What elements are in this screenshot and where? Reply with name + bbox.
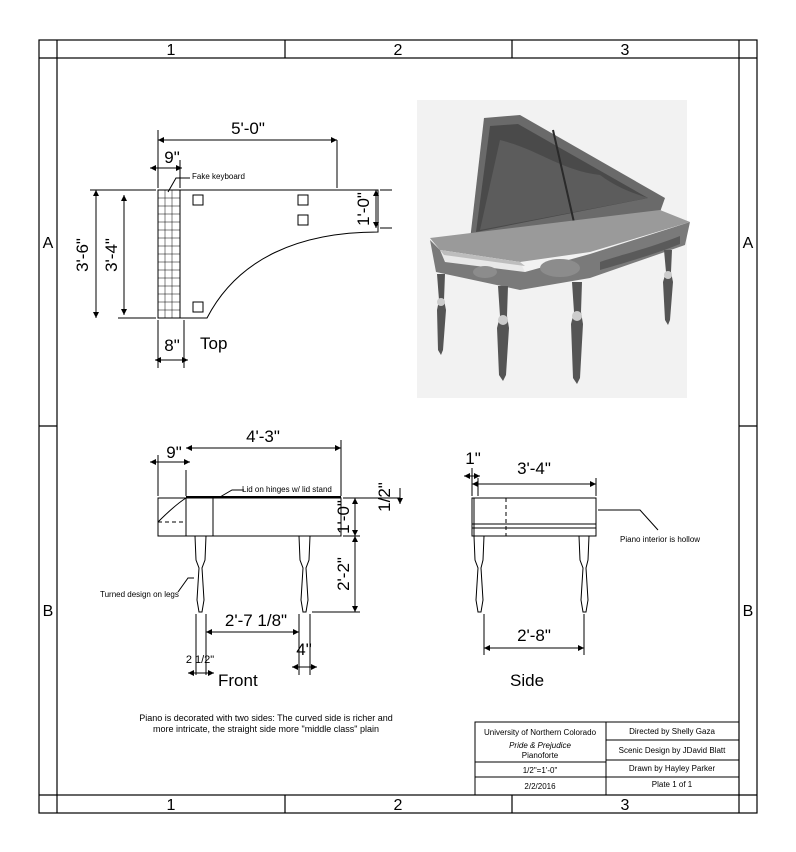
- front-view-labels: [100, 427, 394, 690]
- dim-front-overhang: 9": [166, 443, 182, 462]
- leader-line: [220, 490, 244, 497]
- grid-row-b-left: B: [42, 603, 54, 620]
- tb-scenic-design: Scenic Design by JDavid Blatt: [618, 746, 726, 755]
- grid-col-1-bottom: 1: [166, 797, 176, 814]
- dim-leg-spacing: 2'-7 1/8": [224, 611, 288, 630]
- leader-line: [178, 578, 194, 592]
- piano-reference-photo: [417, 100, 690, 398]
- side-view: [464, 468, 658, 655]
- general-note: [139, 713, 392, 734]
- dim-side-inset: 1": [465, 449, 481, 468]
- dim-side-depth: 3'-4": [517, 459, 551, 478]
- tb-item: Pianoforte: [521, 751, 559, 760]
- front-view: [150, 440, 400, 675]
- grid-col-1-top: 1: [166, 42, 176, 59]
- top-view-labels: [73, 119, 373, 355]
- dim-inner-width: 3'-4": [102, 238, 121, 272]
- tb-date: 2/2/2016: [524, 782, 556, 791]
- tb-scale: 1/2"=1'-0": [522, 766, 558, 775]
- dim-lid-thickness: 1/2": [375, 482, 394, 512]
- grid-row-a-left: A: [42, 235, 54, 252]
- keyboard-keys: [158, 190, 180, 318]
- top-view: [90, 130, 392, 368]
- dim-leg-width: 4": [296, 640, 312, 659]
- leg-mark: [193, 302, 203, 312]
- front-leg: [195, 536, 206, 612]
- note-turned-legs: Turned design on legs: [100, 590, 179, 599]
- dim-leg-height: 2'-2": [334, 557, 353, 591]
- leg-mark: [298, 195, 308, 205]
- note-lid-hinges: Lid on hinges w/ lid stand: [242, 485, 332, 494]
- dim-side-leg-spacing: 2'-8": [517, 626, 551, 645]
- dim-keyboard-width: 8": [164, 336, 180, 355]
- side-leg: [579, 536, 589, 612]
- leg-mark: [298, 215, 308, 225]
- tb-director: Directed by Shelly Gaza: [629, 727, 715, 736]
- dim-overall-length: 5'-0": [231, 119, 265, 138]
- top-view-outline: [158, 190, 378, 318]
- dim-leg-foot: 2 1/2": [185, 654, 215, 666]
- general-note-line-2: more intricate, the straight side more "middle class" plain: [153, 724, 379, 734]
- front-view-body: [158, 498, 341, 536]
- title-block-text: [484, 727, 726, 791]
- dim-width: 3'-6": [73, 238, 92, 272]
- leader-line: [598, 510, 658, 530]
- grid-row-b-right: B: [742, 603, 754, 620]
- grid-col-2-top: 2: [393, 42, 403, 59]
- grid-row-a-right: A: [742, 235, 754, 252]
- grid-col-3-bottom: 3: [620, 797, 630, 814]
- dim-body-height: 1'-0": [334, 500, 353, 534]
- dim-straight-side: 1'-0": [354, 192, 373, 226]
- dim-keyboard-depth: 9": [164, 148, 180, 167]
- note-fake-keyboard: Fake keyboard: [192, 172, 245, 181]
- tb-plate: Plate 1 of 1: [651, 780, 693, 789]
- side-leg: [474, 536, 484, 612]
- front-view-label: Front: [218, 671, 258, 690]
- note-hollow-interior: Piano interior is hollow: [620, 535, 701, 544]
- tb-institution: University of Northern Colorado: [483, 728, 597, 737]
- general-note-line-1: Piano is decorated with two sides: The curved side is richer and: [139, 713, 393, 723]
- grid-col-2-bottom: 2: [393, 797, 403, 814]
- tb-production: Pride & Prejudice: [509, 741, 571, 750]
- side-view-label: Side: [510, 671, 545, 690]
- grid-col-3-top: 3: [620, 42, 630, 59]
- dim-front-length: 4'-3": [246, 427, 280, 446]
- leg-mark: [193, 195, 203, 205]
- top-view-label: Top: [200, 334, 228, 353]
- side-view-body: [472, 498, 596, 536]
- tb-drawn-by: Drawn by Hayley Parker: [628, 764, 716, 773]
- front-leg: [299, 536, 310, 612]
